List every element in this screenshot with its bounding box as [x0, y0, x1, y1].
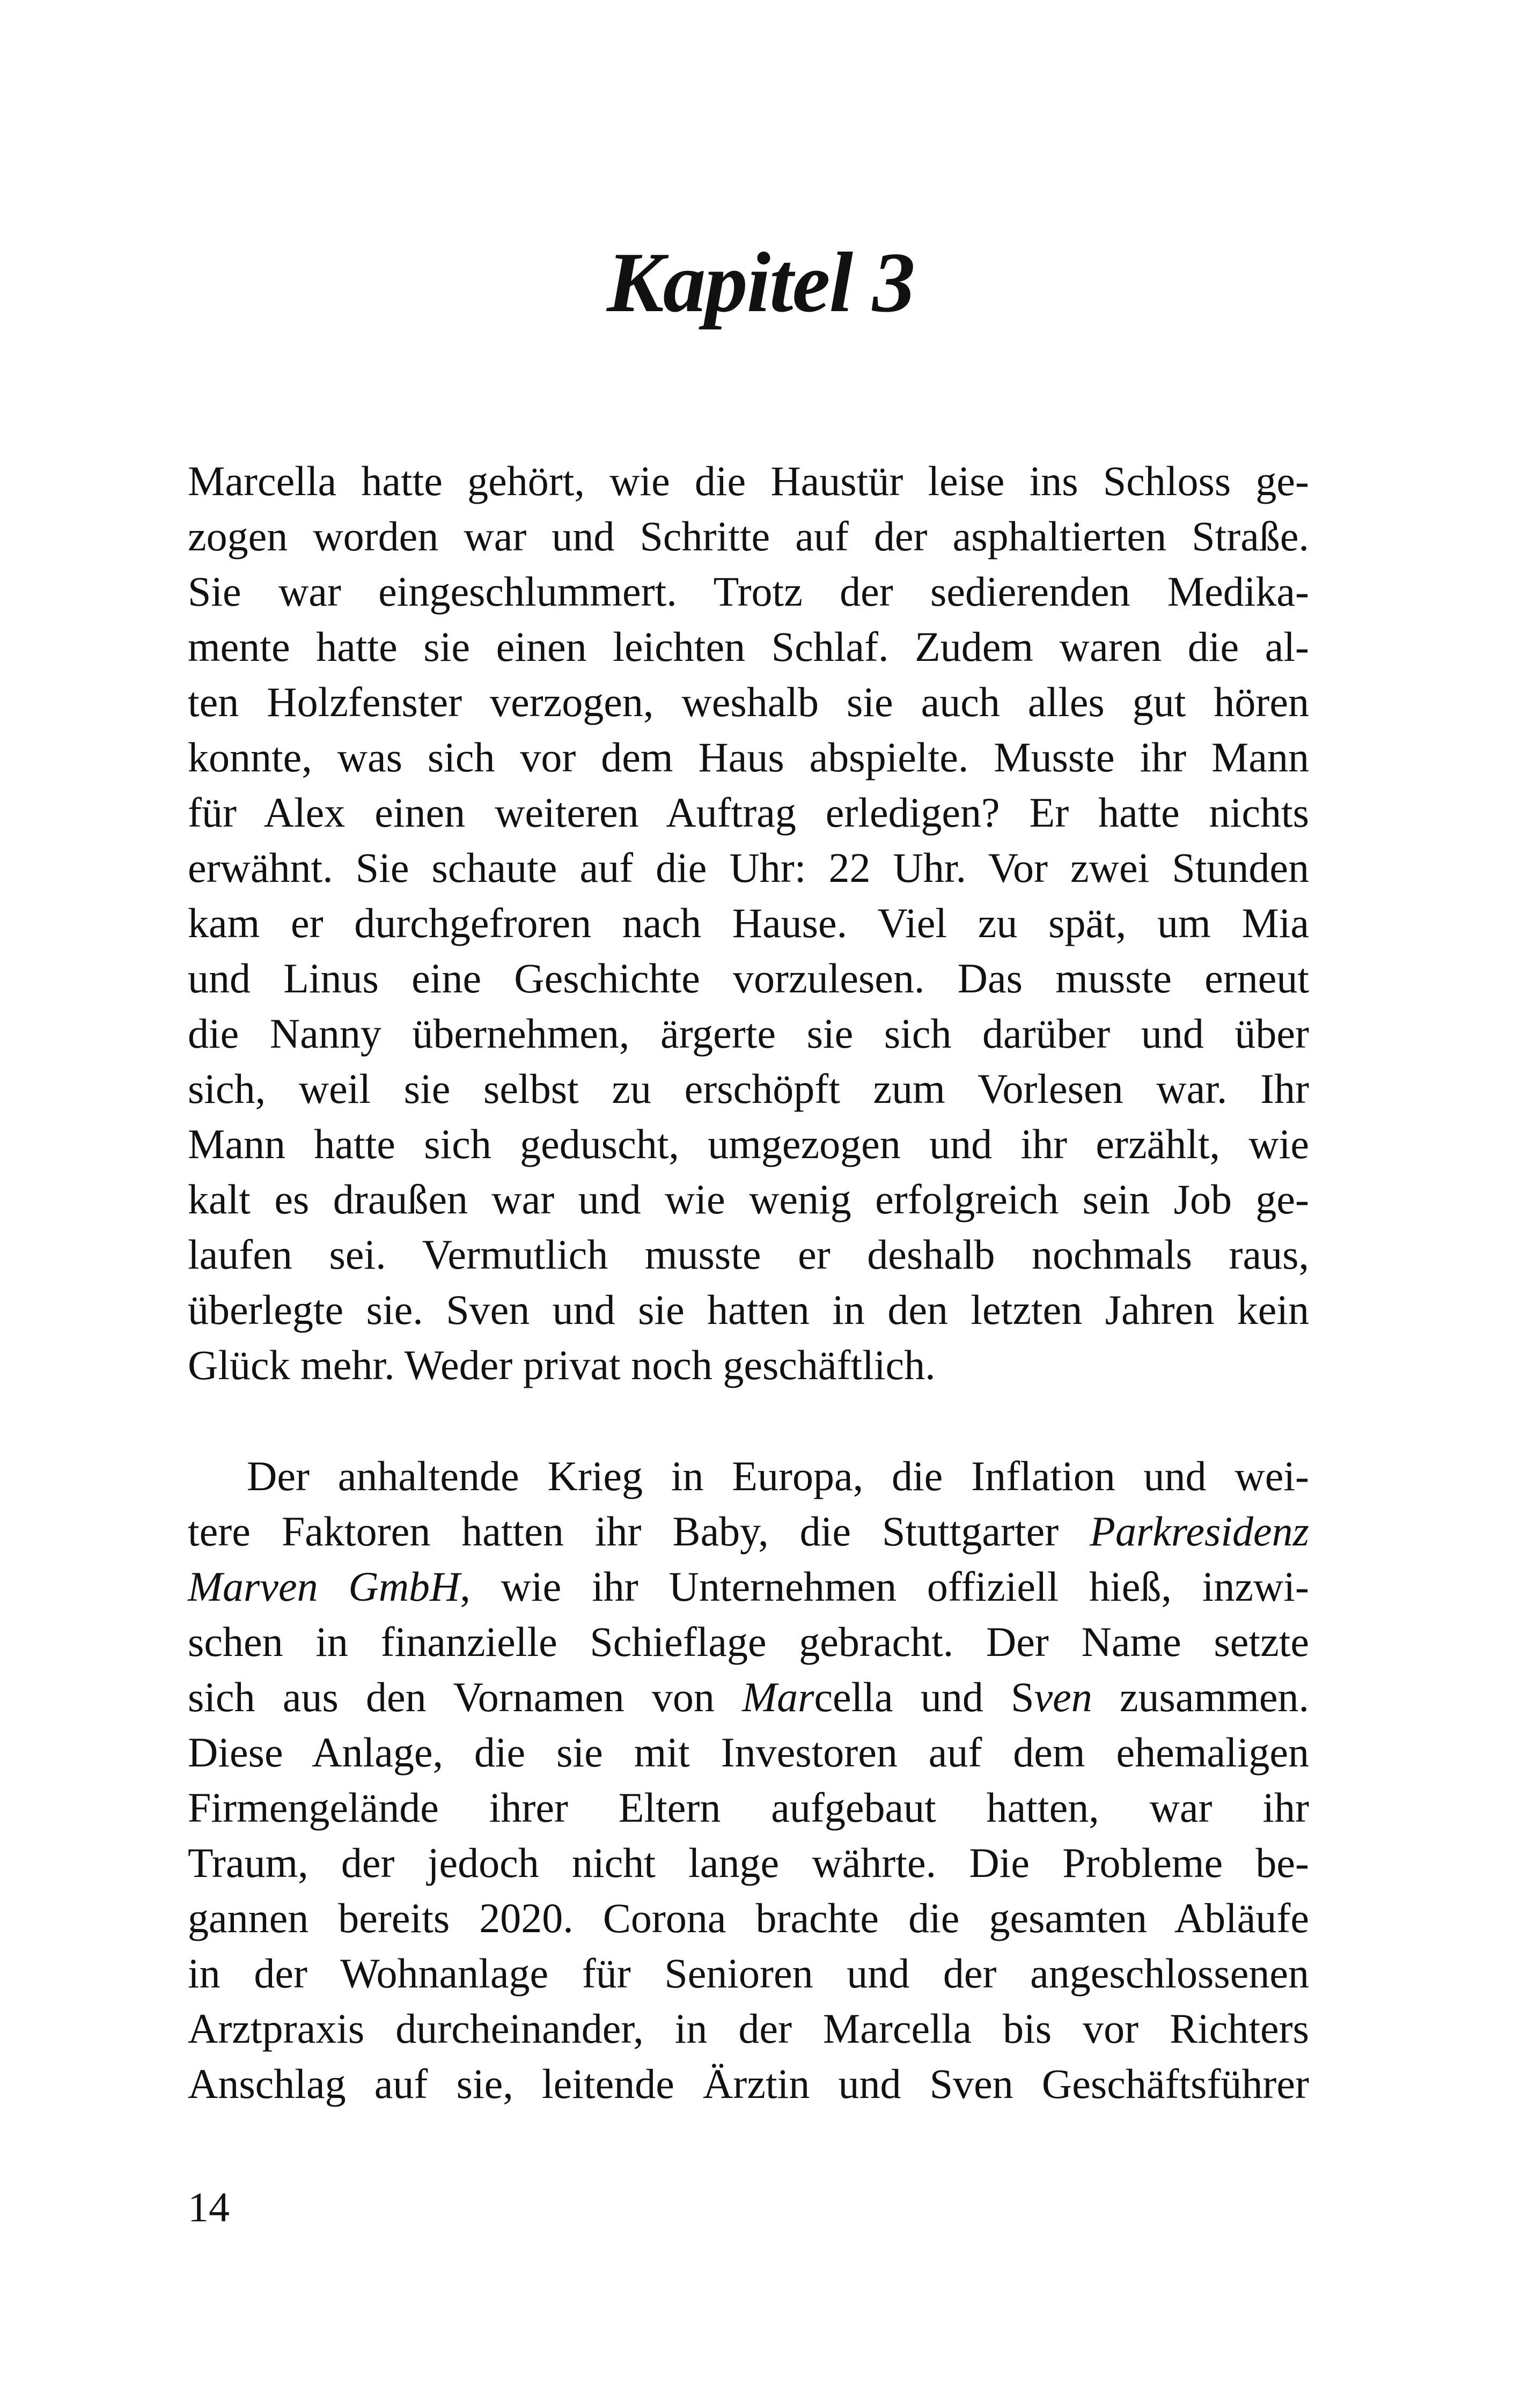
- text-line: mente hatte sie einen leichten Schlaf. Zudem waren die al-: [188, 623, 1309, 670]
- text-line: die Nanny übernehmen, ärgerte sie sich darüber und über: [188, 1010, 1309, 1057]
- text-line: Diese Anlage, die sie mit Investoren auf dem ehemaligen: [188, 1729, 1309, 1776]
- paragraph-1: [188, 453, 1309, 1393]
- italic-text: Mar: [742, 1674, 814, 1720]
- chapter-title: Kapitel 3: [606, 234, 915, 330]
- text-line: sich, weil sie selbst zu erschöpft zum Vorlesen war. Ihr: [188, 1065, 1309, 1112]
- text-line: [188, 1669, 1309, 1725]
- text-line: Marcella hatte gehört, wie die Haustür leise ins Schloss ge-: [188, 458, 1309, 504]
- text-line: ten Holzfenster verzogen, weshalb sie auch alles gut hören: [188, 679, 1309, 725]
- text-line: für Alex einen weiteren Auftrag erledigen? Er hatte nichts: [188, 789, 1309, 836]
- text-line: kalt es draußen war und wie wenig erfolgreich sein Job ge-: [188, 1176, 1309, 1223]
- text-line: erwähnt. Sie schaute auf die Uhr: 22 Uhr. Vor zwei Stunden: [188, 844, 1309, 891]
- italic-text: Parkresidenz: [1090, 1508, 1309, 1555]
- text-line: Sie war eingeschlummert. Trotz der sedierenden Medika-: [188, 568, 1309, 615]
- text-line: laufen sei. Vermutlich musste er deshalb nochmals raus,: [188, 1231, 1309, 1278]
- text-line: Mann hatte sich geduscht, umgezogen und ihr erzählt, wie: [188, 1121, 1309, 1167]
- text-line: überlegte sie. Sven und sie hatten in den letzten Jahren kein: [188, 1286, 1309, 1333]
- text-line: Traum, der jedoch nicht lange währte. Die Probleme be-: [188, 1839, 1309, 1886]
- text-run: zusammen.: [1092, 1674, 1309, 1720]
- text-line: und Linus eine Geschichte vorzulesen. Das musste erneut: [188, 955, 1309, 1002]
- italic-text: Marven GmbH: [188, 1563, 460, 1610]
- text-line: [188, 1504, 1309, 1559]
- text-line: Arztpraxis durcheinander, in der Marcella bis vor Richters: [188, 2005, 1309, 2052]
- text-run: tere Faktoren hatten ihr Baby, die Stuttgarter: [188, 1508, 1090, 1555]
- text-line: zogen worden war und Schritte auf der asphaltierten Straße.: [188, 513, 1309, 559]
- text-line: schen in finanzielle Schieflage gebracht. Der Name setzte: [188, 1618, 1309, 1665]
- text-line: [188, 1559, 1309, 1614]
- text-line: Der anhaltende Krieg in Europa, die Inflation und wei-: [247, 1453, 1309, 1499]
- italic-text: ven: [1034, 1674, 1092, 1720]
- page-number: 14: [188, 2184, 230, 2230]
- text-line: konnte, was sich vor dem Haus abspielte. Musste ihr Mann: [188, 734, 1309, 780]
- text-line: Firmengelände ihrer Eltern aufgebaut hatten, war ihr: [188, 1784, 1309, 1831]
- text-line: in der Wohnanlage für Senioren und der angeschlossenen: [188, 1950, 1309, 1997]
- text-line: gannen bereits 2020. Corona brachte die gesamten Abläufe: [188, 1895, 1309, 1941]
- text-run: cella und S: [814, 1674, 1034, 1720]
- text-line: Glück mehr. Weder privat noch geschäftlich.: [188, 1342, 936, 1388]
- paragraph-2: [188, 1448, 1309, 2111]
- text-line: kam er durchgefroren nach Hause. Viel zu spät, um Mia: [188, 900, 1309, 946]
- text-run: , wie ihr Unternehmen offiziell hieß, inzwi-: [460, 1563, 1310, 1610]
- text-run: sich aus den Vornamen von: [188, 1674, 743, 1720]
- text-line: Anschlag auf sie, leitende Ärztin und Sven Geschäftsführer: [188, 2060, 1309, 2107]
